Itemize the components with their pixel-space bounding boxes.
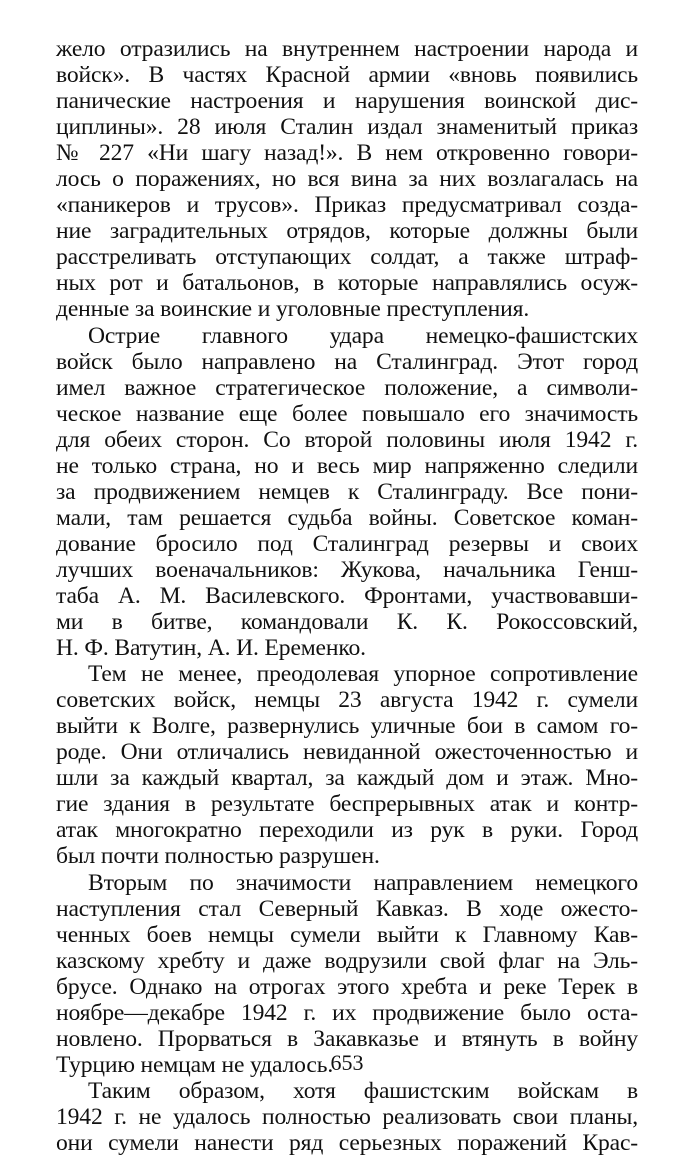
text-line: ноябре—декабре 1942 г. их продвижение было оста- [56,999,638,1026]
text-line: роде. Они отличались невиданной ожесточенностью и [56,739,638,766]
text-line: был почти полностью разрушен. [56,843,380,870]
text-line: «паникеров и трусов». Приказ предусматривал созда- [56,192,638,219]
text-line: шли за каждый квартал, за каждый дом и этаж. Мно- [56,765,638,792]
text-line: ческое название еще более повышало его значимость [56,400,638,427]
text-line: ние заградительных отрядов, которые должны были [56,218,638,245]
text-line: расстреливать отступающих солдат, а также штраф- [56,244,638,271]
body-text [56,36,638,1156]
text-line: за продвижением немцев к Сталинграду. Все пони- [56,478,638,505]
paragraph [56,323,638,662]
text-line: выйти к Волге, развернулись уличные бои в самом го- [56,713,638,740]
text-line: имел важное стратегическое положение, а символи- [56,374,638,401]
book-page [56,36,638,1156]
page-number: 653 [330,1050,364,1075]
text-line: Турцию немцам не удалось. [56,1051,334,1078]
text-line: дование бросило под Сталинград резервы и своих [56,530,638,557]
text-line: не только страна, но и весь мир напряженно следили [56,452,638,479]
text-line: гие здания в результате беспрерывных атак и контр- [56,791,638,818]
text-line: мали, там решается судьба войны. Советское коман- [56,504,638,531]
text-line: войск». В частях Красной армии «вновь появились [56,62,638,89]
paragraph [56,1078,638,1156]
text-line: для обеих сторон. Со второй половины июля 1942 г. [56,426,638,453]
text-line: жело отразились на внутреннем настроении народа и [56,36,638,62]
text-line: Острие главного удара немецко-фашистских [88,322,638,349]
text-line: атак многократно переходили из рук в руки. Город [56,817,638,844]
text-line: ми в битве, командовали К. К. Рокоссовский, [56,609,638,636]
text-line: № 227 «Ни шагу назад!». В нем откровенно говори- [56,140,638,167]
text-line: таба А. М. Василевского. Фронтами, участвовавши- [56,582,638,609]
text-line: новлено. Прорваться в Закавказье и втянуть в войну [56,1025,638,1052]
text-line: советских войск, немцы 23 августа 1942 г. сумели [56,687,638,714]
text-line: 1942 г. не удалось полностью реализовать свои планы, [56,1103,638,1130]
paragraph [56,661,638,869]
text-line: они сумели нанести ряд серьезных поражений Крас- [56,1129,638,1156]
text-line: панические настроения и нарушения воинской дис- [56,88,638,115]
text-line: циплины». 28 июля Сталин издал знаменитый приказ [56,114,638,141]
paragraph [56,870,638,1078]
text-line: Тем не менее, преодолевая упорное сопротивление [88,661,638,688]
text-line: Таким образом, хотя фашистским войскам в [88,1077,638,1104]
text-line: лось о поражениях, но вся вина за них возлагалась на [56,166,638,193]
text-line: брусе. Однако на отрогах этого хребта и реке Терек в [56,973,638,1000]
text-line: лучших военачальников: Жукова, начальника Генш- [56,556,638,583]
text-line: денные за воинские и уголовные преступления. [56,296,530,323]
paragraph [56,36,638,323]
text-line: Н. Ф. Ватутин, А. И. Еременко. [56,635,366,662]
text-line: казскому хребту и даже водрузили свой флаг на Эль- [56,947,638,974]
text-line: Вторым по значимости направлением немецкого [88,869,638,896]
text-line: ченных боев немцы сумели выйти к Главному Кав- [56,921,638,948]
text-line: наступления стал Северный Кавказ. В ходе ожесто- [56,895,638,922]
text-line: войск было направлено на Сталинград. Этот город [56,348,638,375]
text-line: ных рот и батальонов, в которые направлялись осуж- [56,270,638,297]
